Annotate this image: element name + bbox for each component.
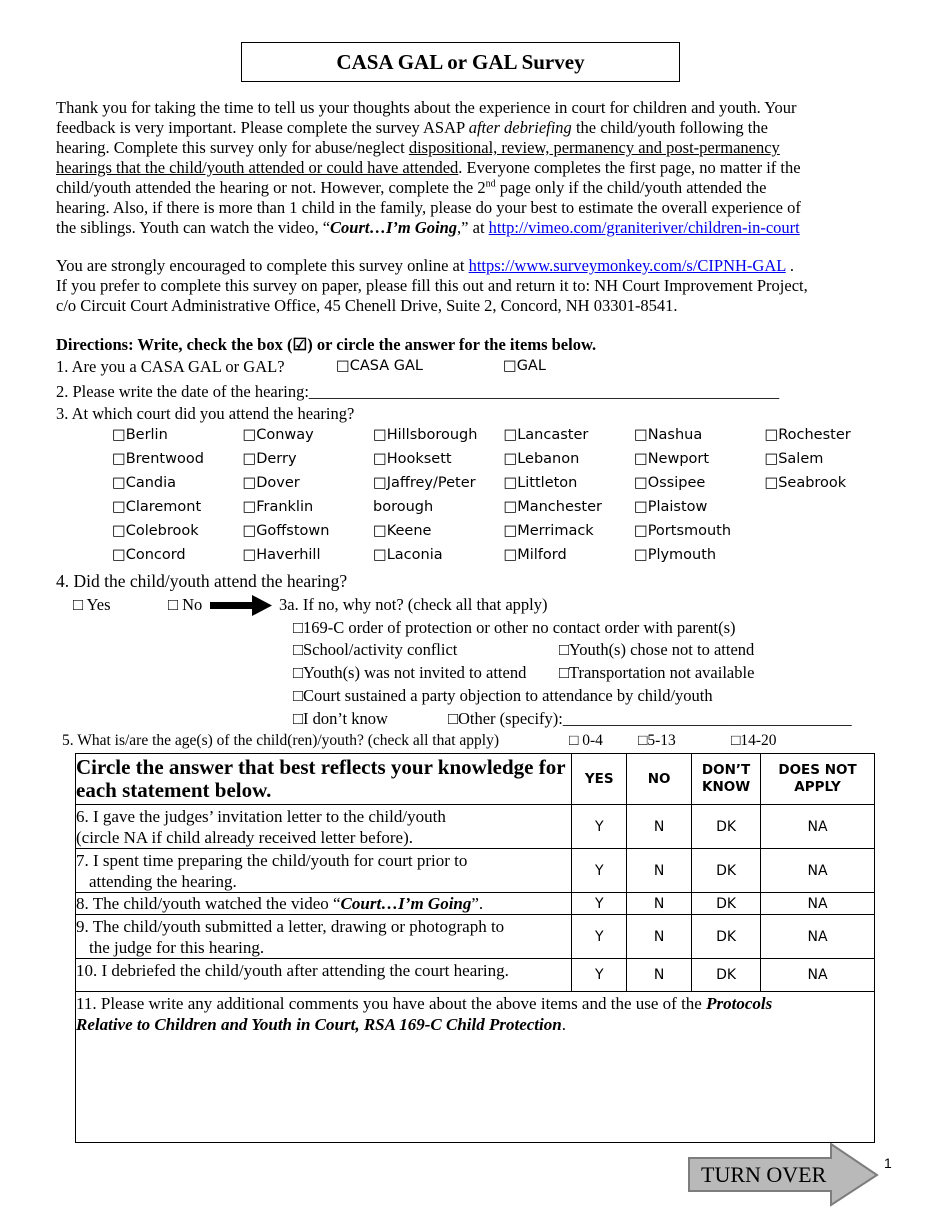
court-option[interactable]: □Franklin: [242, 499, 314, 515]
question-3a: 3a. If no, why not? (check all that apply): [279, 595, 548, 614]
yes-checkbox[interactable]: □ Yes: [73, 595, 111, 614]
online-line: c/o Circuit Court Administrative Office, 45 Chenell Drive, Suite 2, Concord, NH 03301-8541.: [56, 296, 678, 315]
online-paragraph: [56, 256, 856, 316]
court-option[interactable]: □Colebrook: [112, 523, 199, 539]
arrow-right-icon: [210, 594, 274, 618]
answer-yes[interactable]: Y: [572, 805, 627, 849]
header-dont-know: DON’T KNOW: [692, 754, 761, 805]
question-4: 4. Did the child/youth attend the hearing?: [56, 571, 348, 591]
reason-school-conflict[interactable]: □School/activity conflict: [293, 640, 458, 659]
court-option[interactable]: □Manchester: [503, 499, 602, 515]
reason-other[interactable]: □Other (specify):___________________________________: [448, 709, 852, 728]
court-option[interactable]: □Plaistow: [634, 499, 708, 515]
court-option[interactable]: borough: [373, 499, 434, 515]
survey-table: [75, 753, 875, 1143]
table-row: [76, 915, 875, 959]
court-option[interactable]: □Ossipee: [634, 475, 706, 491]
header-does-not-apply: DOES NOT APPLY: [761, 754, 875, 805]
court-option[interactable]: □Hooksett: [373, 451, 452, 467]
answer-no[interactable]: N: [627, 893, 692, 915]
answer-dont-know[interactable]: DK: [692, 849, 761, 893]
directions: Directions: Write, check the box (☑) or circle the answer for the items below.: [56, 335, 597, 354]
intro-line: hearing. Complete this survey only for abuse/neglect dispositional, review, permanency and post-permanency: [56, 138, 780, 157]
court-option[interactable]: □Goffstown: [242, 523, 330, 539]
comments-row: [76, 992, 875, 1143]
table-header-row: [76, 754, 875, 805]
page-number: 1: [884, 1155, 892, 1171]
question-2: 2. Please write the date of the hearing:_________________________________________________________: [56, 382, 780, 401]
answer-not-apply[interactable]: NA: [761, 849, 875, 893]
survey-link[interactable]: https://www.surveymonkey.com/s/CIPNH-GAL: [468, 256, 786, 275]
comments-area[interactable]: 11. Please write any additional comments you have about the above items and the use of the Protocols Relative to Children and Youth in Court, RSA 169-C Child Protection.: [76, 992, 875, 1143]
question-1: 1. Are you a CASA GAL or GAL?: [56, 357, 285, 376]
no-checkbox[interactable]: □ No: [168, 595, 203, 614]
video-link[interactable]: http://vimeo.com/graniteriver/children-in-court: [488, 218, 800, 237]
court-option[interactable]: □Conway: [242, 427, 314, 443]
table-row: [76, 959, 875, 992]
answer-no[interactable]: N: [627, 959, 692, 992]
reason-youth-chose-not[interactable]: □Youth(s) chose not to attend: [559, 640, 755, 659]
statement-10: 10. I debriefed the child/youth after attending the court hearing.: [76, 959, 572, 992]
table-row: [76, 849, 875, 893]
table-row: [76, 893, 875, 915]
casa-gal-checkbox[interactable]: □CASA GAL: [336, 358, 423, 374]
age-0-4-checkbox[interactable]: □ 0-4: [569, 732, 603, 749]
court-option[interactable]: □Candia: [112, 475, 177, 491]
intro-line: feedback is very important. Please complete the survey ASAP after debriefing the child/youth following the: [56, 118, 768, 137]
intro-line: hearings that the child/youth attended or could have attended. Everyone completes the first page, no matter if the: [56, 158, 801, 177]
turn-over-label: TURN OVER: [701, 1162, 827, 1187]
court-option[interactable]: □Merrimack: [503, 523, 594, 539]
answer-no[interactable]: N: [627, 915, 692, 959]
intro-line: the siblings. Youth can watch the video, “Court…I’m Going,” at http://vimeo.com/graniteriver/children-in-court: [56, 218, 800, 237]
court-option[interactable]: □Portsmouth: [634, 523, 732, 539]
court-option[interactable]: □Seabrook: [764, 475, 847, 491]
court-option[interactable]: □Brentwood: [112, 451, 204, 467]
court-option[interactable]: □Littleton: [503, 475, 578, 491]
answer-yes[interactable]: Y: [572, 959, 627, 992]
court-option[interactable]: □Lancaster: [503, 427, 589, 443]
answer-not-apply[interactable]: NA: [761, 915, 875, 959]
answer-not-apply[interactable]: NA: [761, 893, 875, 915]
online-line: You are strongly encouraged to complete this survey online at https://www.surveymonkey.com/s/CIPNH-GAL .: [56, 256, 794, 275]
reason-objection[interactable]: □Court sustained a party objection to attendance by child/youth: [293, 686, 713, 705]
statement-6: 6. I gave the judges’ invitation letter to the child/youth (circle NA if child already received letter before).: [76, 805, 572, 849]
court-option[interactable]: □Salem: [764, 451, 824, 467]
court-option[interactable]: □Derry: [242, 451, 297, 467]
answer-dont-know[interactable]: DK: [692, 893, 761, 915]
statement-7: 7. I spent time preparing the child/youth for court prior to attending the hearing.: [76, 849, 572, 893]
page-title: CASA GAL or GAL Survey: [241, 42, 680, 82]
answer-yes[interactable]: Y: [572, 849, 627, 893]
answer-dont-know[interactable]: DK: [692, 959, 761, 992]
court-option[interactable]: □Plymouth: [634, 547, 717, 563]
answer-no[interactable]: N: [627, 849, 692, 893]
header-yes: YES: [572, 754, 627, 805]
question-5: 5. What is/are the age(s) of the child(ren)/youth? (check all that apply): [62, 732, 499, 749]
table-header: Circle the answer that best reflects your knowledge for each statement below.: [76, 754, 572, 805]
answer-dont-know[interactable]: DK: [692, 915, 761, 959]
court-option[interactable]: □Claremont: [112, 499, 202, 515]
court-option[interactable]: □Concord: [112, 547, 186, 563]
court-option[interactable]: □Rochester: [764, 427, 851, 443]
gal-checkbox[interactable]: □GAL: [503, 358, 546, 374]
intro-line: child/youth attended the hearing or not. However, complete the 2nd page only if the child/youth attended the: [56, 178, 767, 197]
age-5-13-checkbox[interactable]: □5-13: [638, 732, 676, 749]
court-option[interactable]: □Lebanon: [503, 451, 580, 467]
question-3: 3. At which court did you attend the hearing?: [56, 404, 355, 423]
court-option[interactable]: □Newport: [634, 451, 710, 467]
reason-dont-know[interactable]: □I don’t know: [293, 709, 388, 728]
court-option[interactable]: □Haverhill: [242, 547, 321, 563]
answer-not-apply[interactable]: NA: [761, 959, 875, 992]
statement-9: 9. The child/youth submitted a letter, drawing or photograph to the judge for this hearing.: [76, 915, 572, 959]
age-14-20-checkbox[interactable]: □14-20: [731, 732, 777, 749]
intro-paragraph: [56, 98, 856, 238]
answer-yes[interactable]: Y: [572, 893, 627, 915]
online-line: If you prefer to complete this survey on paper, please fill this out and return it to: NH Court Improvement Project,: [56, 276, 808, 295]
reason-not-invited[interactable]: □Youth(s) was not invited to attend: [293, 663, 527, 682]
court-option[interactable]: □Nashua: [634, 427, 703, 443]
answer-not-apply[interactable]: NA: [761, 805, 875, 849]
court-option[interactable]: □Dover: [242, 475, 300, 491]
answer-dont-know[interactable]: DK: [692, 805, 761, 849]
court-option[interactable]: □Milford: [503, 547, 567, 563]
court-option[interactable]: □Hillsborough: [373, 427, 478, 443]
table-row: [76, 805, 875, 849]
court-option[interactable]: □Keene: [373, 523, 432, 539]
header-no: NO: [627, 754, 692, 805]
intro-line: Thank you for taking the time to tell us your thoughts about the experience in court for children and youth. Your: [56, 98, 797, 117]
court-option[interactable]: □Jaffrey/Peter: [373, 475, 476, 491]
intro-line: hearing. Also, if there is more than 1 child in the family, please do your best to estimate the overall experience of: [56, 198, 801, 217]
court-option[interactable]: □Laconia: [373, 547, 443, 563]
answer-no[interactable]: N: [627, 805, 692, 849]
answer-yes[interactable]: Y: [572, 915, 627, 959]
reason-transportation[interactable]: □Transportation not available: [559, 663, 755, 682]
court-option[interactable]: □Berlin: [112, 427, 168, 443]
statement-8: 8. The child/youth watched the video “Court…I’m Going”.: [76, 893, 572, 915]
reason-protection-order[interactable]: □169-C order of protection or other no contact order with parent(s): [293, 618, 736, 637]
